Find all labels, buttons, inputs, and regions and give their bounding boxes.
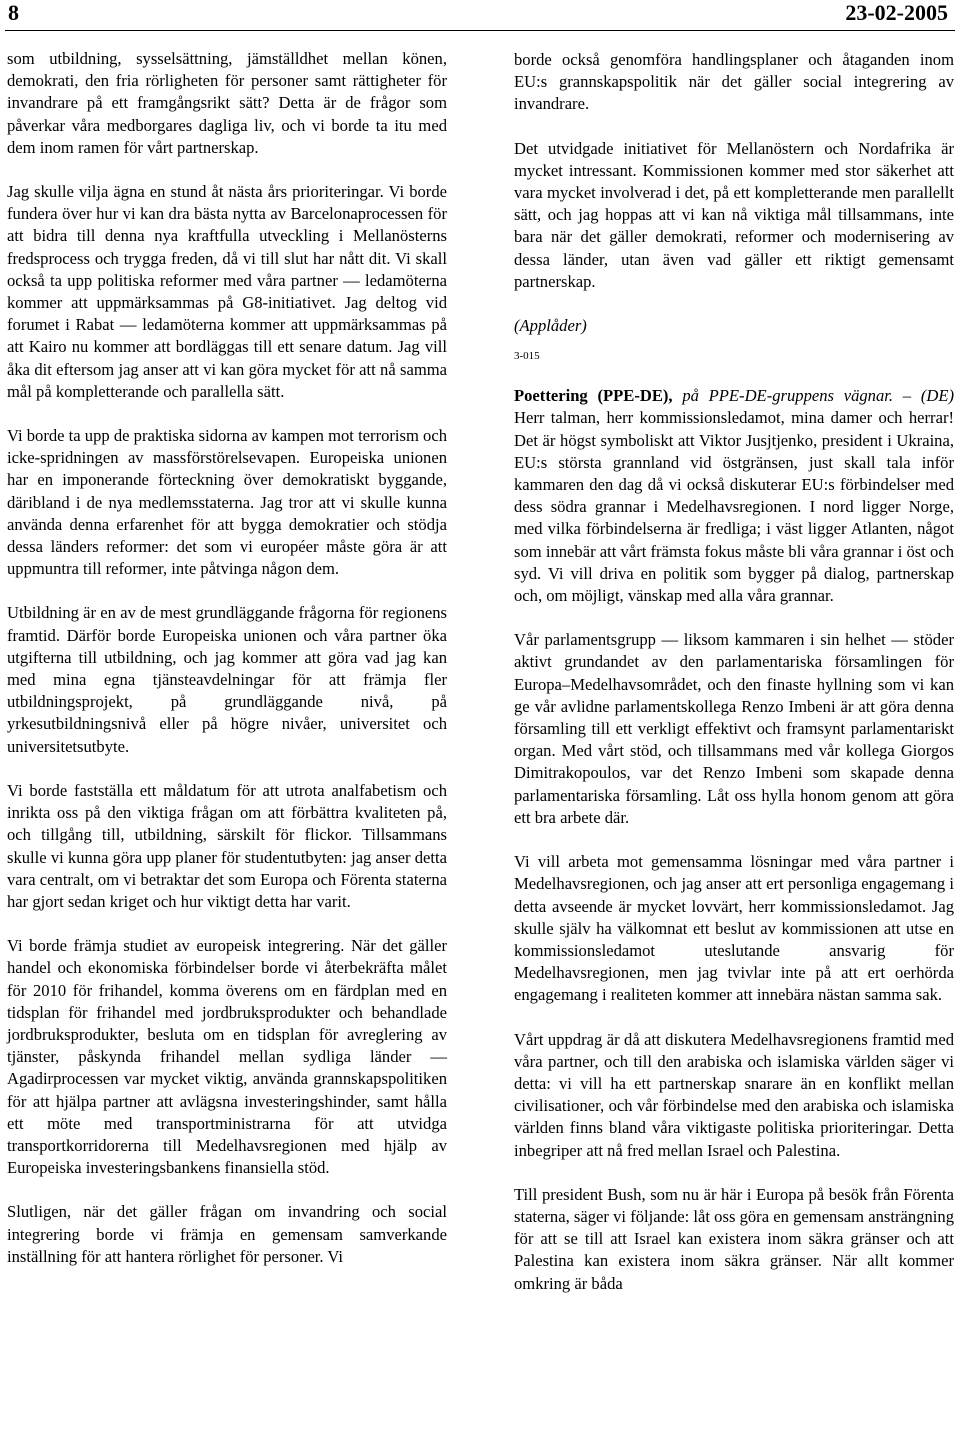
paragraph: Vi borde ta upp de praktiska sidorna av kampen mot terrorism och icke-spridningen av massförstörelsevapen. Europeiska unionen har en imponerande förteckning över demokratiskt byggande, däribland i de nya medlemsstaterna. Jag tror att vi skulle kunna använda denna erfarenhet för att bygga demokratier och stödja dessa länders reformer: det som vi européer måste göra är att uppmuntra till reformer, inte påtvinga någon dem. — [7, 426, 448, 579]
item-reference: 3-015 — [514, 350, 540, 363]
paragraph: Vi borde fastställa ett måldatum för att utrota analfabetism och inrikta oss på den viktiga frågan om att förbättra kvaliteten på, och tillgång till, utbildning, särskilt för flickor. Tillsammans skulle vi kunna göra upp planer för studentutbyten: jag anser detta vara centralt, om vi betraktar det som Europa och Förenta staterna har gjort sedan kriget och hur viktigt detta har varit. — [7, 780, 447, 911]
paragraph: Jag skulle vilja ägna en stund åt nästa års prioriteringar. Vi borde fundera över hur vi kan dra bästa nytta av Barcelonaprocessen för att bidra till denna nya kraftfulla utveckling i Mellanösterns fredsprocess och trygga freden, då vi till slut har nått dit. Vi skall också ta upp politiska reformer med våra partner — ledamöterna kommer att uppmärksammas på G8-initiativet. Jag deltog vid forumet i Rabat — ledamöterna kommer att uppmärksammas på att Kairo nu kommer att bordläggas till ett senare datum. Jag vill åka dit eftersom jag anser att vi kan göra mycket för att nå samma mål på kompletterande och parallella sätt. — [7, 182, 447, 401]
paragraph: Vårt uppdrag är då att diskutera Medelhavsregionens framtid med våra partner, och till den arabiska och islamiska världen säger vi detta: vi vill ha ett partnerskap snarare än en konflikt mellan civilisationer, och vår förbindelse med den arabiska och islamiska världen finns bland våra viktigaste politiska prioriteringar. Detta inbegriper att nå fred mellan Israel och Palestina. — [514, 1029, 954, 1160]
speech-intro — [514, 385, 954, 607]
paragraph: Det utvidgade initiativet för Mellanöstern och Nordafrika är mycket intressant. Kommissionen kommer med stor säkerhet att vara mycket involverad i det, på ett kompletterande men parallellt sätt, och jag hoppas att vi kan nå viktiga mål tillsammans, inte bara när det gäller demokrati, reformer och modernisering av dessa länder, utan även vad gäller ett riktigt gemensamt partnerskap. — [514, 138, 954, 291]
left-column — [7, 48, 447, 1290]
paragraph: som utbildning, sysselsättning, jämställdhet mellan könen, demokrati, den fria rörligheten för personer samt rättigheter för invandrare på ett framgångsrikt sätt? Detta är de frågor som påverkar våra medborgares dagliga liv, och vi borde ta itu med dem inom ramen för vårt partnerskap. — [7, 49, 447, 157]
applause-note: (Applåder) — [514, 316, 587, 336]
paragraph: borde också genomföra handlingsplaner och åtaganden inom EU:s grannskapspolitik när det gäller social integrering av invandrare. — [514, 50, 954, 114]
paragraph: Utbildning är en av de mest grundläggande frågorna för regionens framtid. Därför borde Europeiska unionen och våra partner öka utgifterna till utbildning, och jag kommer att göra vad jag kan med mina egna tjänsteavdelningar för att främja fler utbildningsprojekt, på grundläggande nivå, på yrkesutbildningsnivå eller på högre nivåer, universitet och universitetsutbyte. — [7, 603, 447, 756]
page-number: 8 — [8, 0, 19, 25]
speaker-role: på PPE-DE-gruppens vägnar. — [682, 386, 894, 406]
paragraph: Vi borde främja studiet av europeisk integrering. När det gäller handel och ekonomiska förbindelser borde vi återbekräfta målet för 2010 för frihandel, komma överens om en färdplan med en tidsplan för frihandel med jordbruksprodukter och behandlade jordbruksprodukter, besluta om en tidsplan för avreglering av tjänster, påskynda frihandel mellan sydliga länder — Agadirprocessen var mycket viktig, använda grannskapspolitiken för att hjälpa partner att avlägsna investeringshinder, samt hålla ett möte med transportministrarna för att utvidga transportkorridorerna till Medelhavsregionen med hjälp av Europeiska investeringsbankens finansiella stöd. — [7, 936, 447, 1178]
paragraph: Vår parlamentsgrupp — liksom kammaren i sin helhet — stöder aktivt grundandet av den parlamentariska församlingen för Europa–Medelhavsområdet, och den finaste hyllning som vi kan ge vår avlidne parlamentskollega Renzo Imbeni är att göra denna församling till ett verkligt effektivt och framsynt parlamentariskt organ. Med vårt stöd, och tillsammans med vår kollega Giorgos Dimitrakopoulos, var det Renzo Imbeni som skapade denna parlamentariska församling. Låt oss hylla honom genom att göra ett bra arbete där. — [514, 630, 954, 827]
right-column — [514, 49, 954, 1317]
speech-text: Herr talman, herr kommissionsledamot, mina damer och herrar! Det är högst symboliskt att Viktor Jusjtjenko, president i Ukraina, EU:s största grannland vid östgränsen, just skall tala inför kammaren den dag då vi också diskuterar EU:s förbindelser med dess södra grannar i Medelhavsregionen. I nord ligger Norge, med vilka förbindelserna är fredliga; i väst ligger Atlanten, något som innebär att vårt främsta fokus måste bli våra grannar i öst och syd. Vi vill driva en politik som bygger på dialog, partnerskap och, om möjligt, vänskap med alla våra grannar. — [514, 408, 954, 606]
paragraph: Slutligen, när det gäller frågan om invandring och social integrering borde vi främja en gemensam samverkande inställning för att hantera rörlighet för personer. Vi — [7, 1202, 447, 1266]
paragraph: Till president Bush, som nu är här i Europa på besök från Förenta staterna, säger vi följande: låt oss göra en gemensam ansträngning för att se till att Israel kan existera inom säkra gränser och att Palestina kan existera inom säkra gränser. När allt kommer omkring är båda — [514, 1184, 954, 1293]
language-tag: (DE) — [920, 386, 954, 406]
paragraph: Vi vill arbeta mot gemensamma lösningar med våra partner i Medelhavsregionen, och jag anser att ert personliga engagemang i detta avseende är mycket lovvärt, herr kommissionsledamot. Jag skulle själv ha välkomnat ett beslut av kommissionen att utse en kommissionsledamot uteslutande ansvarig för Medelhavsregionen, men jag tvivlar inte på att ert oerhörda engagemang i realiteten kommer att innebära nästan samma sak. — [514, 852, 954, 1005]
speaker-name: Poettering (PPE-DE), — [514, 386, 673, 406]
page-header — [8, 2, 948, 32]
session-date: 23-02-2005 — [845, 0, 948, 25]
speaker-dash: – — [902, 386, 912, 406]
header-rule — [5, 30, 955, 31]
